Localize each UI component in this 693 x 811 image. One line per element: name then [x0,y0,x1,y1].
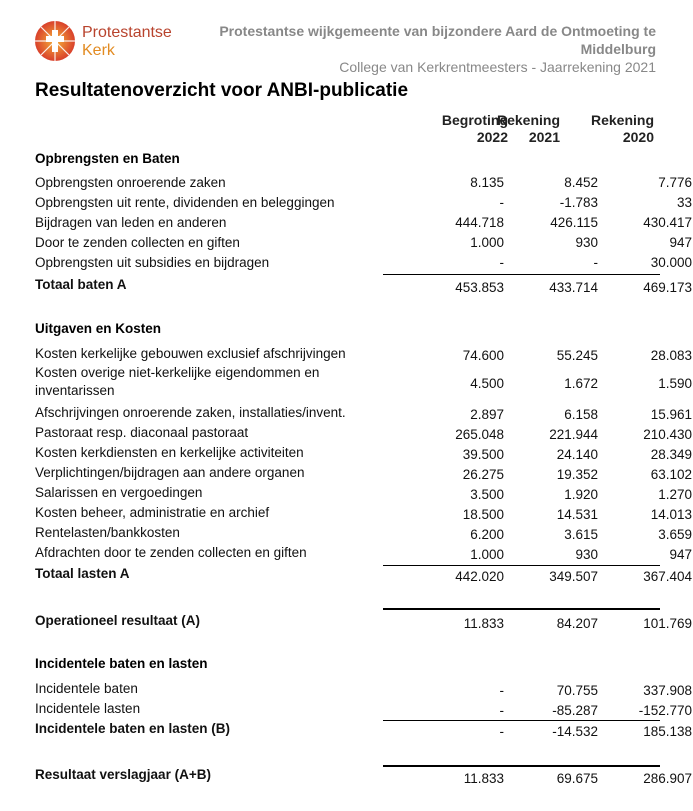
result-divider [383,608,660,610]
table-row: Opbrengsten uit rente, dividenden en beleggingen - -1.783 33 [35,195,692,210]
total-row-lasten: Totaal lasten A 442.020 349.507 367.404 [35,566,692,584]
table-row: Door te zenden collecten en giften 1.000 930 947 [35,235,692,250]
table-row: Kosten beheer, administratie en archief 18.500 14.531 14.013 [35,505,692,522]
table-row: Kosten kerkelijke gebouwen exclusief afschrijvingen 74.600 55.245 28.083 [35,346,692,363]
final-result-row: Resultaat verslagjaar (A+B) 11.833 69.675 286.907 [35,767,692,786]
section-heading-incidenteel: Incidentele baten en lasten [35,656,208,671]
table-row: Salarissen en vergoedingen 3.500 1.920 1.270 [35,485,692,502]
total-row-baten: Totaal baten A 453.853 433.714 469.173 [35,277,692,295]
table-row: Incidentele lasten - -85.287 -152.770 [35,701,692,718]
logo-line-2: Kerk [82,42,115,59]
section-heading-lasten: Uitgaven en Kosten [35,321,162,336]
section-heading-baten: Opbrengsten en Baten [35,151,180,166]
table-row: Opbrengsten uit subsidies en bijdragen - - 30.000 [35,255,692,270]
org-name-line-2: Middelburg [580,41,656,57]
page-title: Resultatenoverzicht voor ANBI-publicatie [35,80,409,101]
table-row: Afdrachten door te zenden collecten en giften 1.000 930 947 [35,545,692,562]
subtotal-divider [383,274,660,275]
table-row: Rentelasten/bankkosten 6.200 3.615 3.659 [35,525,692,542]
logo-text [82,24,172,60]
table-row: Bijdragen van leden en anderen 444.718 426.115 430.417 [35,215,692,230]
table-row: Pastoraat resp. diaconaal pastoraat 265.048 221.944 210.430 [35,425,692,442]
column-header-rekening-2020: Rekening 2020 [590,112,654,145]
operational-result-row: Operationeel resultaat (A) 11.833 84.207 101.769 [35,613,692,631]
org-name-line-1: Protestantse wijkgemeente van bijzondere Aard de Ontmoeting te [219,23,656,39]
column-header-rekening-2021: Rekening 2021 [496,112,560,145]
table-row: Verplichtingen/bijdragen aan andere organen 26.275 19.352 63.102 [35,465,692,482]
total-row-incidenteel: Incidentele baten en lasten (B) - -14.532 185.138 [35,721,692,739]
table-row: Incidentele baten - 70.755 337.908 [35,681,692,698]
church-logo-icon [34,20,76,62]
table-row: Kosten overige niet-kerkelijke eigendommen en inventarissen 4.500 1.672 1.590 [35,365,692,398]
table-row: Opbrengsten onroerende zaken 8.135 8.452 7.776 [35,175,692,190]
column-header-begroting-2022: Begroting 2022 [441,112,508,145]
document-header [186,22,656,76]
document-subtitle: College van Kerkrentmeesters - Jaarrekening 2021 [339,59,656,75]
table-row: Afschrijvingen onroerende zaken, installaties/invent. 2.897 6.158 15.961 [35,405,692,422]
logo-line-1: Protestantse [82,24,172,41]
table-row: Kosten kerkdiensten en kerkelijke activiteiten 39.500 24.140 28.349 [35,445,692,462]
